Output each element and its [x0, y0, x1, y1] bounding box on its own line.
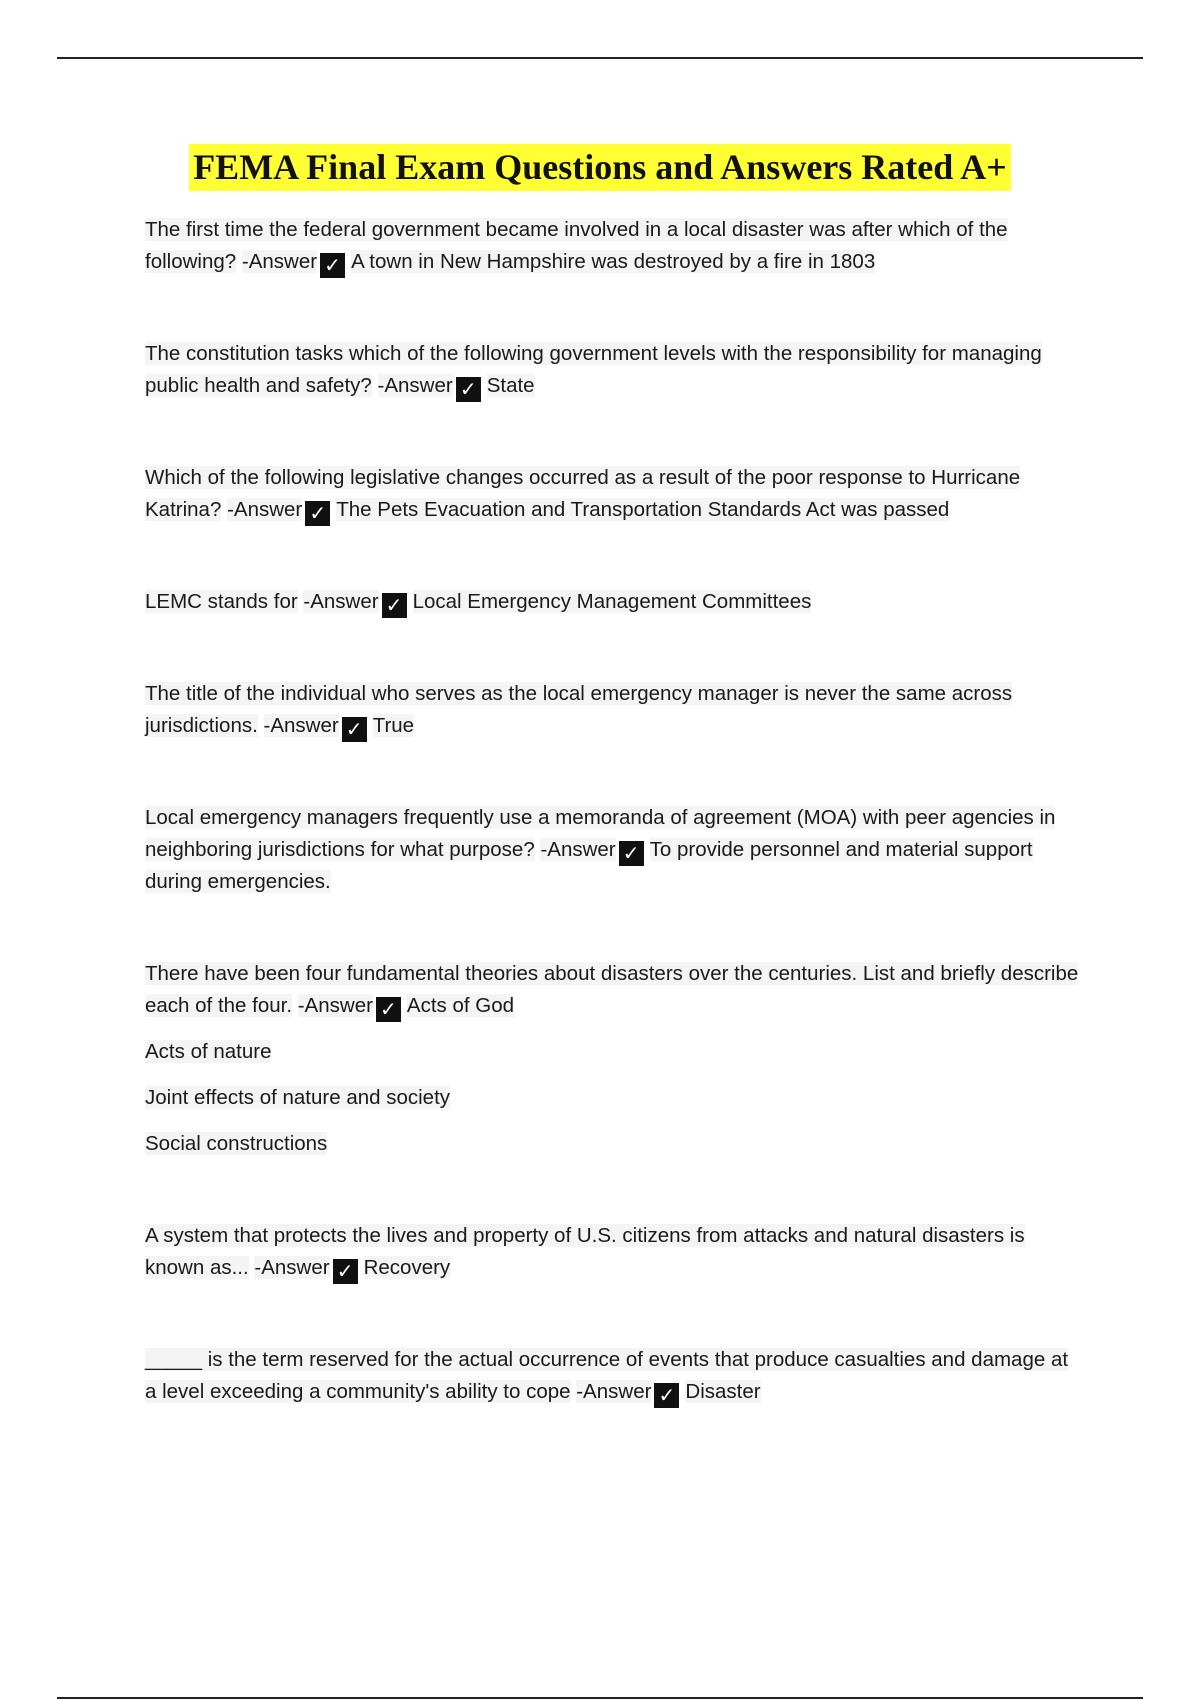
question-text: Which of the following legislative changes occurred as a result of the poor response to Hurricane Katrina? — [145, 466, 1021, 521]
answer-text: True — [372, 714, 415, 737]
qa-main-text — [145, 214, 1085, 278]
answer-extra-line — [145, 1036, 1085, 1068]
answer-text: Disaster — [685, 1380, 761, 1403]
answer-label: -Answer — [227, 498, 303, 521]
question-text: The title of the individual who serves as the local emergency manager is never the same across jurisdictions. — [145, 682, 1013, 737]
document-title: FEMA Final Exam Questions and Answers Rated A+ — [189, 144, 1011, 191]
answer-extra-line — [145, 1082, 1085, 1114]
answer-extra-line — [145, 1128, 1085, 1160]
answer-label: -Answer — [576, 1380, 652, 1403]
check-mark-icon: ✓ — [456, 377, 481, 402]
qa-item — [145, 678, 1085, 742]
qa-item — [145, 958, 1085, 1160]
question-text: The constitution tasks which of the following government levels with the responsibility for managing public health and safety? — [145, 342, 1042, 397]
question-text: _____ is the term reserved for the actual occurrence of events that produce casualties and damage at a level exceeding a community's ability to cope — [145, 1348, 1069, 1403]
answer-label: -Answer — [297, 994, 373, 1017]
check-mark-icon: ✓ — [333, 1259, 358, 1284]
qa-main-text — [145, 958, 1085, 1022]
answer-text: The Pets Evacuation and Transportation Standards Act was passed — [336, 498, 950, 521]
check-mark-icon: ✓ — [305, 501, 330, 526]
qa-main-text — [145, 1220, 1085, 1284]
qa-main-text — [145, 462, 1085, 526]
question-text: A system that protects the lives and property of U.S. citizens from attacks and natural disasters is known as... — [145, 1224, 1025, 1279]
question-text: There have been four fundamental theories about disasters over the centuries. List and briefly describe each of the four. — [145, 962, 1079, 1017]
answer-extra-text: Joint effects of nature and society — [145, 1086, 451, 1109]
qa-list — [145, 214, 1085, 1468]
answer-label: -Answer — [303, 590, 379, 613]
answer-label: -Answer — [377, 374, 453, 397]
answer-extra-text: Social constructions — [145, 1132, 328, 1155]
check-mark-icon: ✓ — [382, 593, 407, 618]
qa-item — [145, 462, 1085, 526]
answer-label: -Answer — [540, 838, 616, 861]
answer-text: A town in New Hampshire was destroyed by a fire in 1803 — [351, 250, 876, 273]
answer-label: -Answer — [254, 1256, 330, 1279]
qa-main-text — [145, 802, 1085, 898]
qa-main-text — [145, 338, 1085, 402]
footer-rule — [57, 1697, 1143, 1699]
answer-label: -Answer — [263, 714, 339, 737]
question-text: The first time the federal government became involved in a local disaster was after which of the following? — [145, 218, 1008, 273]
question-text: Local emergency managers frequently use a memoranda of agreement (MOA) with peer agencies in neighboring jurisdictions for what purpose? — [145, 806, 1056, 861]
qa-item — [145, 802, 1085, 898]
check-mark-icon: ✓ — [320, 253, 345, 278]
qa-item — [145, 338, 1085, 402]
qa-main-text — [145, 586, 1085, 618]
qa-main-text — [145, 1344, 1085, 1408]
qa-main-text — [145, 678, 1085, 742]
header-rule — [57, 57, 1143, 59]
title-container — [0, 144, 1200, 191]
check-mark-icon: ✓ — [654, 1383, 679, 1408]
answer-text: Acts of God — [406, 994, 515, 1017]
answer-extra-text: Acts of nature — [145, 1040, 272, 1063]
check-mark-icon: ✓ — [376, 997, 401, 1022]
qa-item — [145, 1344, 1085, 1408]
check-mark-icon: ✓ — [619, 841, 644, 866]
answer-text: To provide personnel and material support during emergencies. — [145, 838, 1033, 893]
answer-text: Local Emergency Management Committees — [412, 590, 812, 613]
answer-label: -Answer — [241, 250, 318, 273]
question-text: LEMC stands for — [145, 590, 298, 613]
answer-text: Recovery — [363, 1256, 451, 1279]
qa-item — [145, 586, 1085, 618]
check-mark-icon: ✓ — [342, 717, 367, 742]
answer-text: State — [486, 374, 535, 397]
qa-item — [145, 1220, 1085, 1284]
qa-item — [145, 214, 1085, 278]
